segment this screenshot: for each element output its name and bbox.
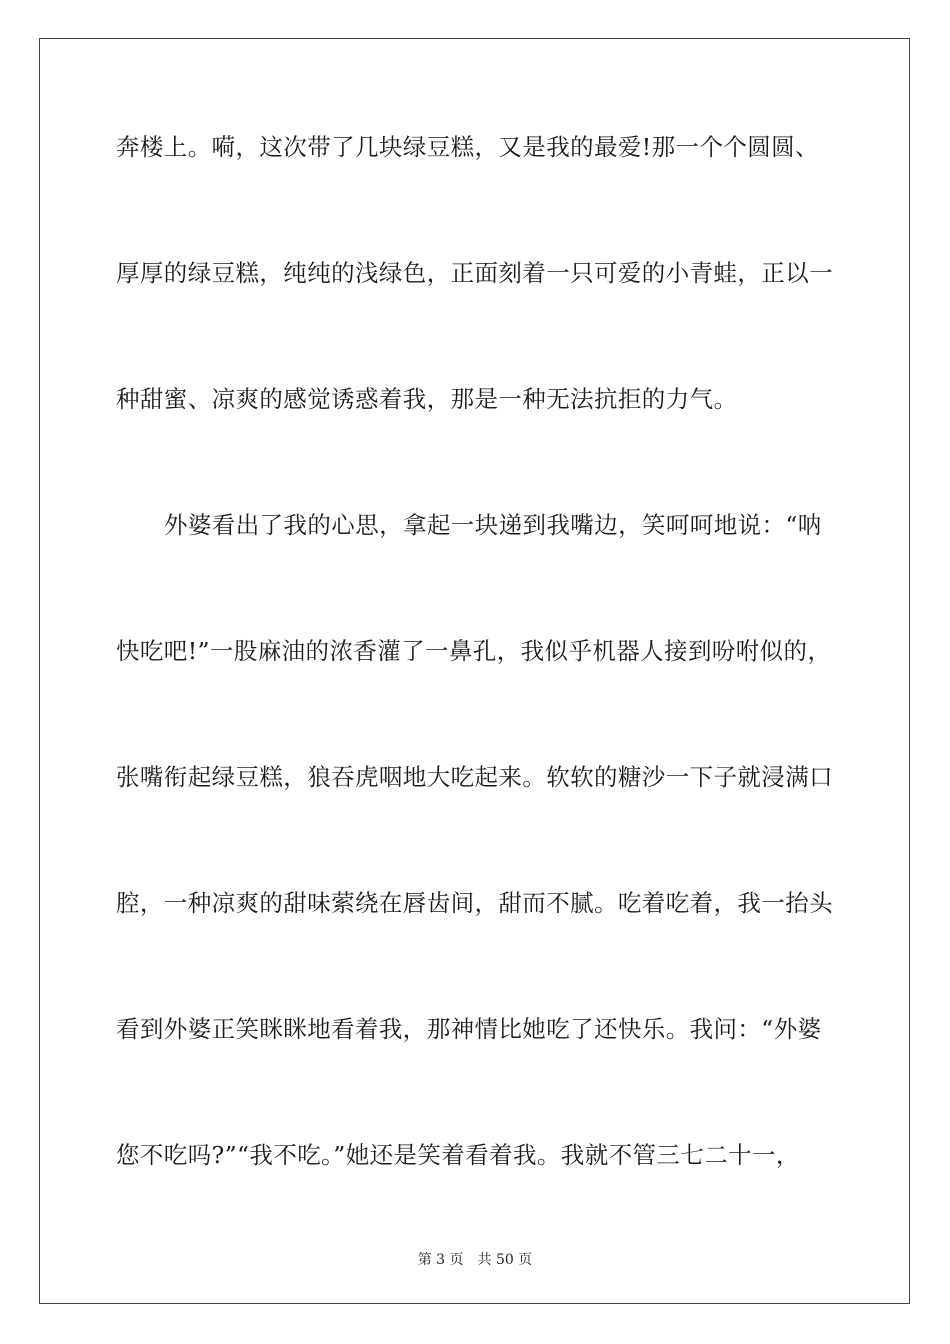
- text-line: 厚厚的绿豆糕，纯纯的浅绿色，正面刻着一只可爱的小青蛙，正以一: [116, 259, 833, 287]
- page-footer: [0, 1249, 950, 1269]
- text-line: 奔楼上。嗬，这次带了几块绿豆糕，又是我的最爱!那一个个圆圆、: [116, 133, 819, 161]
- page-number: 第 3 页: [417, 1252, 464, 1268]
- text-line: 种甜蜜、凉爽的感觉诱惑着我，那是一种无法抗拒的力气。: [116, 385, 738, 413]
- text-line: 快吃吧!”一股麻油的浓香灌了一鼻孔，我似乎机器人接到吩咐似的，: [116, 637, 832, 665]
- document-body: [116, 122, 836, 1256]
- text-line: 您不吃吗?”“我不吃。”她还是笑着看着我。我就不管三七二十一，: [116, 1141, 800, 1169]
- text-line: 外婆看出了我的心思，拿起一块递到我嘴边，笑呵呵地说：“呐: [164, 511, 822, 539]
- text-line: 张嘴衔起绿豆糕，狼吞虎咽地大吃起来。软软的糖沙一下子就浸满口: [116, 763, 833, 791]
- text-line: 看到外婆正笑眯眯地看着我，那神情比她吃了还快乐。我问：“外婆: [116, 1015, 822, 1043]
- text-line: 腔，一种凉爽的甜味萦绕在唇齿间，甜而不腻。吃着吃着，我一抬头: [116, 889, 833, 917]
- page-total: 共 50 页: [477, 1252, 533, 1268]
